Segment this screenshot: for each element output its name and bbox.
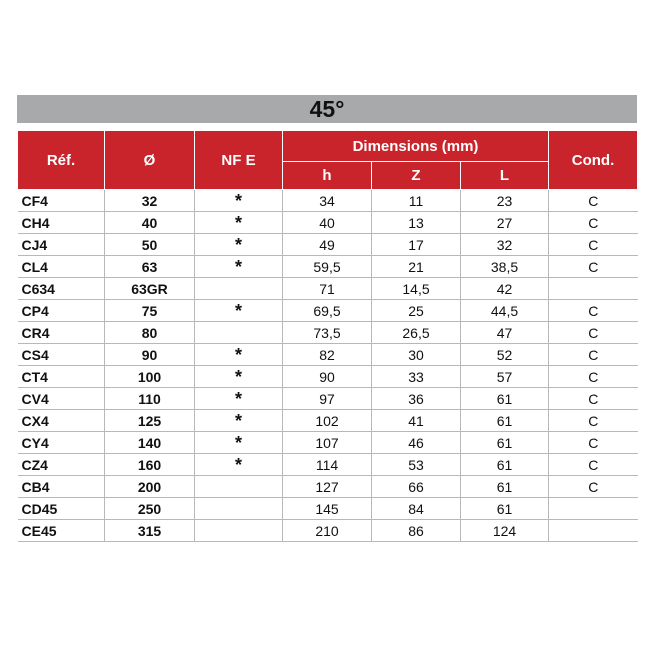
cell-diameter: 63GR xyxy=(105,278,195,300)
cell-z: 66 xyxy=(372,476,461,498)
cell-h: 59,5 xyxy=(283,256,372,278)
cell-z: 86 xyxy=(372,520,461,542)
cell-z: 11 xyxy=(372,190,461,212)
cell-ref: CJ4 xyxy=(18,234,105,256)
cell-diameter: 315 xyxy=(105,520,195,542)
cell-ref: CT4 xyxy=(18,366,105,388)
cell-l: 61 xyxy=(461,388,549,410)
table-title: 45° xyxy=(17,95,637,123)
cell-l: 47 xyxy=(461,322,549,344)
cell-l: 61 xyxy=(461,410,549,432)
cell-nfe: * xyxy=(195,344,283,366)
table-row xyxy=(18,300,638,322)
table-row xyxy=(18,190,638,212)
cell-cond xyxy=(549,278,638,300)
cell-z: 21 xyxy=(372,256,461,278)
cell-cond: C xyxy=(549,234,638,256)
cell-l: 44,5 xyxy=(461,300,549,322)
cell-cond xyxy=(549,520,638,542)
cell-z: 36 xyxy=(372,388,461,410)
cell-h: 107 xyxy=(283,432,372,454)
header-nfe: NF E xyxy=(195,131,283,190)
cell-l: 42 xyxy=(461,278,549,300)
cell-l: 23 xyxy=(461,190,549,212)
cell-cond: C xyxy=(549,388,638,410)
cell-l: 61 xyxy=(461,476,549,498)
cell-cond: C xyxy=(549,410,638,432)
cell-z: 25 xyxy=(372,300,461,322)
cell-ref: C634 xyxy=(18,278,105,300)
cell-diameter: 110 xyxy=(105,388,195,410)
table-row xyxy=(18,410,638,432)
cell-nfe xyxy=(195,498,283,520)
cell-cond: C xyxy=(549,322,638,344)
cell-nfe: * xyxy=(195,454,283,476)
cell-ref: CD45 xyxy=(18,498,105,520)
cell-l: 52 xyxy=(461,344,549,366)
cell-diameter: 90 xyxy=(105,344,195,366)
cell-ref: CH4 xyxy=(18,212,105,234)
table-row xyxy=(18,322,638,344)
cell-z: 30 xyxy=(372,344,461,366)
table-row xyxy=(18,388,638,410)
table-row xyxy=(18,476,638,498)
table-row xyxy=(18,454,638,476)
cell-h: 82 xyxy=(283,344,372,366)
cell-h: 145 xyxy=(283,498,372,520)
cell-cond: C xyxy=(549,432,638,454)
table-row xyxy=(18,432,638,454)
cell-h: 127 xyxy=(283,476,372,498)
cell-h: 97 xyxy=(283,388,372,410)
cell-diameter: 50 xyxy=(105,234,195,256)
cell-diameter: 32 xyxy=(105,190,195,212)
cell-z: 14,5 xyxy=(372,278,461,300)
cell-cond: C xyxy=(549,300,638,322)
header-diameter: Ø xyxy=(105,131,195,190)
cell-cond: C xyxy=(549,212,638,234)
cell-h: 73,5 xyxy=(283,322,372,344)
table-row xyxy=(18,498,638,520)
header-ref: Réf. xyxy=(18,131,105,190)
cell-nfe: * xyxy=(195,432,283,454)
cell-z: 53 xyxy=(372,454,461,476)
cell-diameter: 160 xyxy=(105,454,195,476)
cell-ref: CE45 xyxy=(18,520,105,542)
table-row xyxy=(18,256,638,278)
cell-ref: CZ4 xyxy=(18,454,105,476)
cell-diameter: 125 xyxy=(105,410,195,432)
cell-h: 49 xyxy=(283,234,372,256)
cell-z: 17 xyxy=(372,234,461,256)
header-z: Z xyxy=(372,162,461,190)
cell-l: 61 xyxy=(461,432,549,454)
cell-ref: CL4 xyxy=(18,256,105,278)
cell-ref: CY4 xyxy=(18,432,105,454)
table-row xyxy=(18,212,638,234)
table-row xyxy=(18,366,638,388)
cell-ref: CP4 xyxy=(18,300,105,322)
cell-diameter: 200 xyxy=(105,476,195,498)
cell-h: 114 xyxy=(283,454,372,476)
cell-ref: CF4 xyxy=(18,190,105,212)
cell-diameter: 250 xyxy=(105,498,195,520)
header-l: L xyxy=(461,162,549,190)
cell-z: 41 xyxy=(372,410,461,432)
cell-ref: CB4 xyxy=(18,476,105,498)
cell-nfe: * xyxy=(195,190,283,212)
header-cond: Cond. xyxy=(549,131,638,190)
cell-diameter: 140 xyxy=(105,432,195,454)
cell-nfe: * xyxy=(195,256,283,278)
cell-nfe xyxy=(195,278,283,300)
cell-nfe: * xyxy=(195,410,283,432)
cell-l: 61 xyxy=(461,498,549,520)
cell-l: 38,5 xyxy=(461,256,549,278)
cell-nfe xyxy=(195,520,283,542)
cell-h: 210 xyxy=(283,520,372,542)
cell-z: 13 xyxy=(372,212,461,234)
cell-z: 84 xyxy=(372,498,461,520)
cell-ref: CR4 xyxy=(18,322,105,344)
cell-cond: C xyxy=(549,344,638,366)
table-body xyxy=(18,190,638,542)
cell-ref: CS4 xyxy=(18,344,105,366)
cell-cond: C xyxy=(549,256,638,278)
cell-z: 46 xyxy=(372,432,461,454)
cell-nfe xyxy=(195,322,283,344)
cell-h: 102 xyxy=(283,410,372,432)
cell-cond: C xyxy=(549,190,638,212)
cell-l: 27 xyxy=(461,212,549,234)
cell-l: 124 xyxy=(461,520,549,542)
cell-diameter: 75 xyxy=(105,300,195,322)
header-dimensions: Dimensions (mm) xyxy=(283,131,549,162)
cell-l: 61 xyxy=(461,454,549,476)
cell-ref: CV4 xyxy=(18,388,105,410)
cell-h: 40 xyxy=(283,212,372,234)
table-row xyxy=(18,344,638,366)
cell-diameter: 80 xyxy=(105,322,195,344)
table-row xyxy=(18,278,638,300)
cell-z: 33 xyxy=(372,366,461,388)
cell-cond: C xyxy=(549,454,638,476)
header-h: h xyxy=(283,162,372,190)
cell-h: 34 xyxy=(283,190,372,212)
cell-l: 32 xyxy=(461,234,549,256)
cell-ref: CX4 xyxy=(18,410,105,432)
cell-nfe: * xyxy=(195,234,283,256)
cell-diameter: 63 xyxy=(105,256,195,278)
cell-cond: C xyxy=(549,366,638,388)
cell-h: 71 xyxy=(283,278,372,300)
cell-cond xyxy=(549,498,638,520)
cell-cond: C xyxy=(549,476,638,498)
cell-z: 26,5 xyxy=(372,322,461,344)
cell-nfe: * xyxy=(195,388,283,410)
cell-diameter: 40 xyxy=(105,212,195,234)
cell-nfe: * xyxy=(195,366,283,388)
dimensions-table xyxy=(17,130,638,542)
cell-diameter: 100 xyxy=(105,366,195,388)
table-row xyxy=(18,520,638,542)
table-row xyxy=(18,234,638,256)
cell-l: 57 xyxy=(461,366,549,388)
cell-h: 90 xyxy=(283,366,372,388)
cell-h: 69,5 xyxy=(283,300,372,322)
cell-nfe: * xyxy=(195,300,283,322)
cell-nfe xyxy=(195,476,283,498)
cell-nfe: * xyxy=(195,212,283,234)
